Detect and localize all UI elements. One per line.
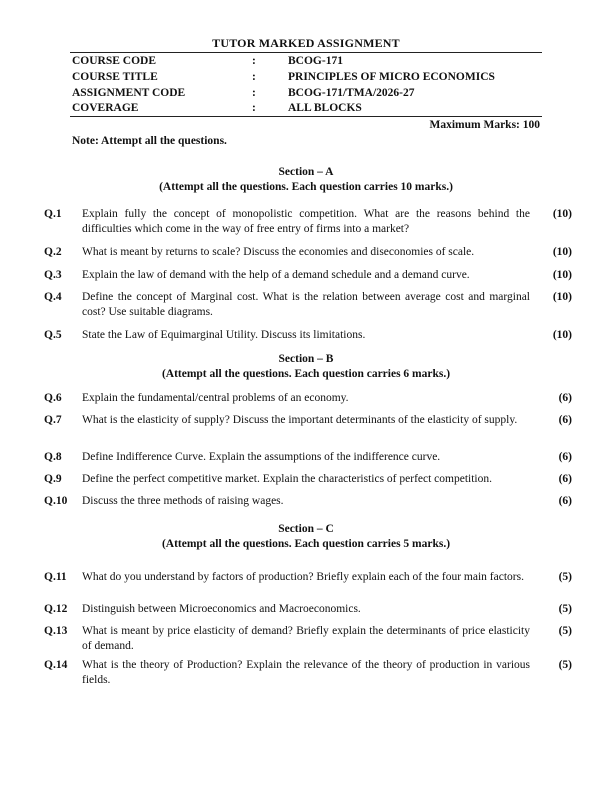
section-a-heading bbox=[0, 165, 612, 195]
section-b-heading bbox=[0, 352, 612, 382]
question-text: What is the elasticity of supply? Discuss the important determinants of the elasticity of supply. bbox=[82, 414, 518, 426]
question-text: What do you understand by factors of production? Briefly explain each of the four main factors. bbox=[82, 571, 524, 583]
section-instruction: (Attempt all the questions. Each question carries 5 marks.) bbox=[161, 538, 451, 550]
question-number: Q.3 bbox=[44, 269, 62, 281]
question-number: Q.11 bbox=[44, 571, 67, 583]
question-text: State the Law of Equimarginal Utility. Discuss its limitations. bbox=[82, 329, 366, 341]
question-marks: (6) bbox=[558, 414, 572, 426]
question-number: Q.1 bbox=[44, 208, 62, 220]
question-marks: (10) bbox=[552, 208, 572, 220]
question-text: Define the perfect competitive market. Explain the characteristics of perfect competition. bbox=[82, 473, 492, 485]
question-text: Explain fully the concept of monopolistic competition. What are the reasons behind the difficulties which come in the way of free entry of firms into a market? bbox=[82, 208, 530, 235]
question-marks: (5) bbox=[558, 603, 572, 615]
meta-key: COURSE CODE bbox=[72, 55, 157, 67]
question-number: Q.8 bbox=[44, 451, 62, 463]
question-number: Q.6 bbox=[44, 392, 62, 404]
question-marks: (10) bbox=[552, 329, 572, 341]
question-number: Q.10 bbox=[44, 495, 68, 507]
section-title: Section – A bbox=[278, 166, 334, 178]
question-marks: (10) bbox=[552, 269, 572, 281]
meta-key: ASSIGNMENT CODE bbox=[72, 87, 186, 99]
question-number: Q.2 bbox=[44, 246, 62, 258]
question-marks: (10) bbox=[552, 246, 572, 258]
meta-key: COURSE TITLE bbox=[72, 71, 158, 83]
section-title: Section – C bbox=[278, 523, 334, 535]
header-rule-top bbox=[70, 52, 542, 53]
question-number: Q.4 bbox=[44, 291, 62, 303]
question-marks: (5) bbox=[558, 659, 572, 671]
question-marks: (6) bbox=[558, 392, 572, 404]
question-marks: (5) bbox=[558, 625, 572, 637]
question-marks: (6) bbox=[558, 451, 572, 463]
question-marks: (6) bbox=[558, 495, 572, 507]
meta-value: ALL BLOCKS bbox=[288, 102, 362, 114]
question-text: Explain the fundamental/central problems of an economy. bbox=[82, 392, 349, 404]
question-marks: (10) bbox=[552, 291, 572, 303]
question-text: What is meant by price elasticity of demand? Briefly explain the determinants of price elasticity of demand. bbox=[82, 625, 530, 652]
instruction-note: Note: Attempt all the questions. bbox=[72, 135, 227, 147]
question-text: What is meant by returns to scale? Discuss the economies and diseconomies of scale. bbox=[82, 246, 475, 258]
question-text: Discuss the three methods of raising wages. bbox=[82, 495, 284, 507]
question-number: Q.9 bbox=[44, 473, 62, 485]
section-c-heading bbox=[0, 522, 612, 552]
question-marks: (6) bbox=[558, 473, 572, 485]
question-text: Explain the law of demand with the help of a demand schedule and a demand curve. bbox=[82, 269, 470, 281]
question-text: Define the concept of Marginal cost. What is the relation between average cost and marginal cost? Use suitable diagrams. bbox=[82, 291, 530, 318]
question-number: Q.12 bbox=[44, 603, 68, 615]
meta-colon: : bbox=[252, 102, 256, 114]
question-number: Q.14 bbox=[44, 659, 68, 671]
meta-value: BCOG-171/TMA/2026-27 bbox=[288, 87, 415, 99]
section-title: Section – B bbox=[278, 353, 334, 365]
question-text: Define Indifference Curve. Explain the assumptions of the indifference curve. bbox=[82, 451, 441, 463]
header-rule-bottom bbox=[70, 116, 542, 117]
meta-colon: : bbox=[252, 71, 256, 83]
maximum-marks: Maximum Marks: 100 bbox=[429, 119, 540, 131]
question-text: What is the theory of Production? Explain the relevance of the theory of production in various fields. bbox=[82, 659, 530, 686]
question-marks: (5) bbox=[558, 571, 572, 583]
section-instruction: (Attempt all the questions. Each question carries 6 marks.) bbox=[161, 368, 451, 380]
meta-key: COVERAGE bbox=[72, 102, 139, 114]
question-number: Q.7 bbox=[44, 414, 62, 426]
meta-colon: : bbox=[252, 87, 256, 99]
question-number: Q.5 bbox=[44, 329, 62, 341]
section-instruction: (Attempt all the questions. Each question carries 10 marks.) bbox=[159, 181, 453, 193]
page-title: TUTOR MARKED ASSIGNMENT bbox=[212, 36, 400, 50]
meta-colon: : bbox=[252, 55, 256, 67]
meta-value: BCOG-171 bbox=[288, 55, 343, 67]
meta-value: PRINCIPLES OF MICRO ECONOMICS bbox=[288, 71, 495, 83]
question-number: Q.13 bbox=[44, 625, 68, 637]
question-text: Distinguish between Microeconomics and Macroeconomics. bbox=[82, 603, 361, 615]
